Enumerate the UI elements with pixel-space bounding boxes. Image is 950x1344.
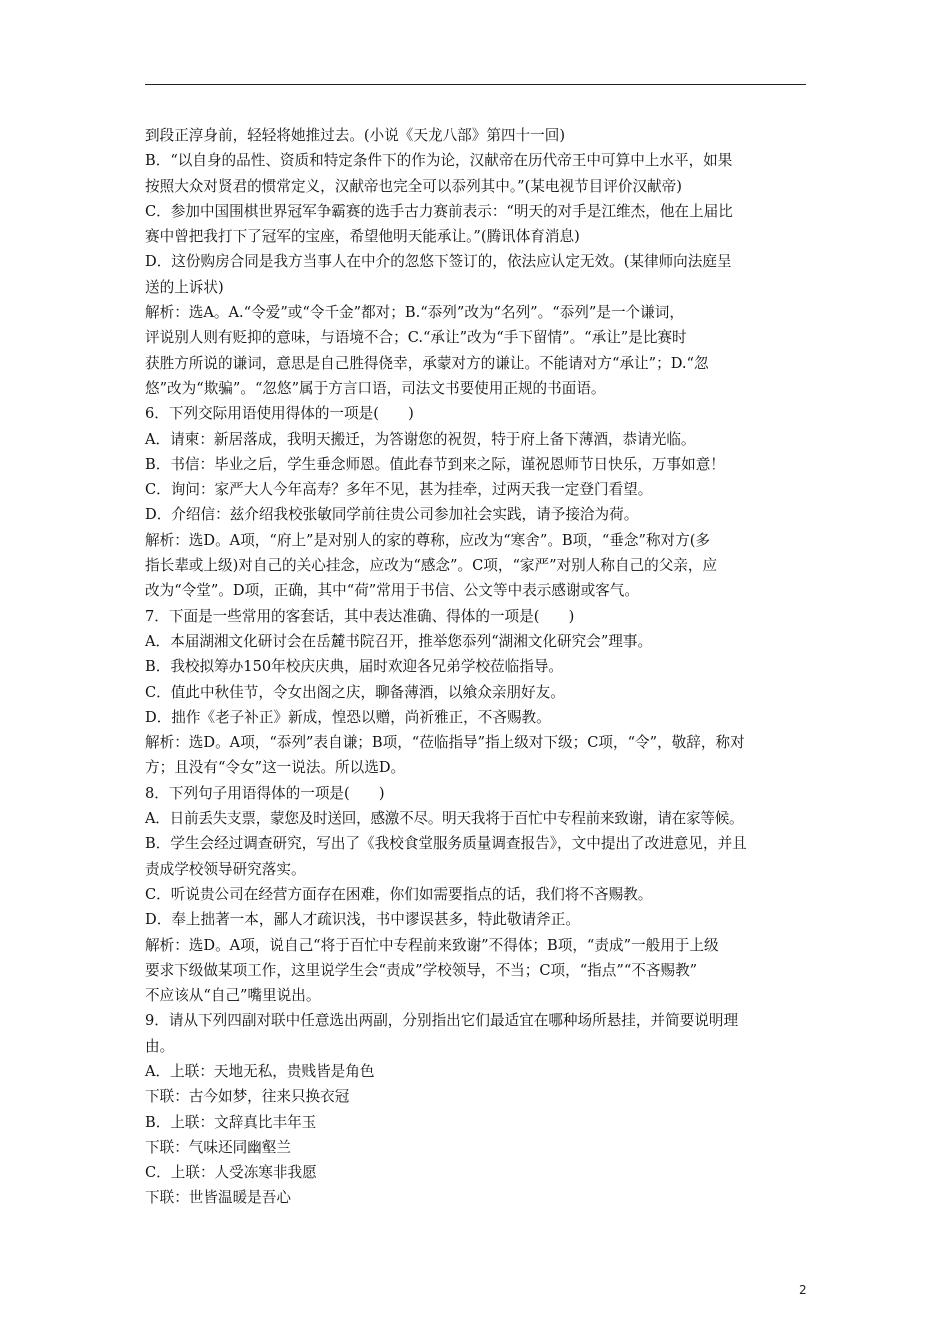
option-line: 责成学校领导研究落实。	[145, 860, 306, 878]
option-line: C．询问：家严大人今年高寿？多年不见，甚为挂牵，过两天我一定登门看望。	[145, 481, 653, 499]
header-rule	[145, 84, 806, 85]
text-line: 送的上诉状)	[145, 278, 224, 296]
option-line: A．本届湖湘文化研讨会在岳麓书院召开，推举您忝列“湖湘文化研究会”理事。	[145, 632, 653, 650]
text-line: 解析：选A。A.“令爱”或“令千金”都对；B.“忝列”改为“名列”。“忝列”是一个谦词，	[145, 304, 684, 322]
text-line: D．这份购房合同是我方当事人在中介的忽悠下签订的，依法应认定无效。(某律师向法庭呈	[145, 253, 732, 271]
option-line: D．奉上拙著一本，鄙人才疏识浅，书中谬误甚多，特此敬请斧正。	[145, 911, 580, 929]
text-line: 由。	[145, 1037, 175, 1055]
option-line: A．日前丢失支票，蒙您及时送回，感激不尽。明天我将于百忙中专程前来致谢，请在家等候。	[145, 810, 744, 828]
question-stem: 8．下列句子用语得体的一项是( )	[145, 784, 385, 802]
text-line: 解析：选D。A项，说自己“将于百忙中专程前来致谢”不得体；B项，“责成”一般用于上级	[145, 936, 719, 954]
couplet-line: C．上联：人受冻寒非我愿	[145, 1164, 317, 1182]
page-number: 2	[799, 1283, 807, 1297]
question-stem: 6．下列交际用语使用得体的一项是( )	[145, 405, 414, 423]
text-line: 获胜方所说的谦词，意思是自己胜得侥幸，承蒙对方的谦让。不能请对方“承让”；D.“忽	[145, 354, 709, 372]
text-line: B．“以自身的品性、资质和特定条件下的作为论，汉献帝在历代帝王中可算中上水平，如果	[145, 152, 733, 170]
option-line: A．请柬：新居落成，我明天搬迁，为答谢您的祝贺，特于府上备下薄酒，恭请光临。	[145, 430, 696, 448]
option-line: C．值此中秋佳节，令女出阁之庆，聊备薄酒，以飨众亲朋好友。	[145, 683, 565, 701]
document-body	[145, 123, 812, 1211]
text-line: 赛中曾把我打下了冠军的宝座，希望他明天能承让。”(腾讯体育消息)	[145, 228, 580, 246]
question-stem: 9．请从下列四副对联中任意选出两副，分别指出它们最适宜在哪种场所悬挂，并简要说明理	[145, 1012, 739, 1030]
option-line: D．介绍信：兹介绍我校张敏同学前往贵公司参加社会实践，请予接洽为荷。	[145, 506, 639, 524]
option-line: B．学生会经过调查研究，写出了《我校食堂服务质量调查报告》，文中提出了改进意见，并且	[145, 835, 747, 853]
text-line: 解析：选D。A项，“忝列”表自谦；B项，“莅临指导”指上级对下级；C项，“令”，敬辞，称对	[145, 734, 745, 752]
couplet-line: B．上联：文辞真比丰年玉	[145, 1113, 317, 1131]
couplet-line: 下联：气味还同幽壑兰	[145, 1138, 291, 1156]
text-line: 解析：选D。A项，“府上”是对别人的家的尊称，应改为“寒舍”。B项，“垂念”称对方(多	[145, 531, 711, 549]
text-line: 悠”改为“欺骗”。“忽悠”属于方言口语，司法文书要使用正规的书面语。	[145, 379, 606, 397]
text-line: 评说别人则有贬抑的意味，与语境不合；C.“承让”改为“手下留情”。“承让”是比赛时	[145, 329, 687, 347]
couplet-line: A．上联：天地无私，贵贱皆是角色	[145, 1062, 375, 1080]
option-line: B．书信：毕业之后，学生垂念师恩。值此春节到来之际，谨祝恩师节日快乐，万事如意！	[145, 455, 725, 473]
text-line: 不应该从“自己”嘴里说出。	[145, 987, 321, 1005]
text-line: C．参加中国围棋世界冠军争霸赛的选手古力赛前表示：“明天的对手是江维杰，他在上届比	[145, 202, 733, 220]
text-line: 到段正淳身前，轻轻将她推过去。(小说《天龙八部》第四十一回)	[145, 127, 566, 144]
option-line: C．听说贵公司在经营方面存在困难，你们如需要指点的话，我们将不吝赐教。	[145, 885, 653, 903]
option-line: B．我校拟筹办150年校庆庆典，届时欢迎各兄弟学校莅临指导。	[145, 658, 564, 676]
text-line: 指长辈或上级)对自己的关心挂念，应改为“感念”。C项，“家严”对别人称自己的父亲，应	[145, 557, 718, 575]
option-line: D．拙作《老子补正》新成，惶恐以赠，尚祈雅正，不吝赐教。	[145, 708, 551, 726]
text-line: 按照大众对贤君的惯常定义，汉献帝也完全可以忝列其中。”(某电视节目评价汉献帝)	[145, 177, 682, 195]
text-line: 改为“令堂”。D项，正确，其中“荷”常用于书信、公文等中表示感谢或客气。	[145, 582, 639, 600]
couplet-line: 下联：世皆温暖是吾心	[145, 1189, 291, 1207]
couplet-line: 下联：古今如梦，往来只换衣冠	[145, 1088, 350, 1106]
text-line: 方；且没有“令女”这一说法。所以选D。	[145, 759, 406, 777]
question-stem: 7．下面是一些常用的客套话，其中表达准确、得体的一项是( )	[145, 607, 575, 625]
text-line: 要求下级做某项工作，这里说学生会“责成”学校领导，不当；C项，“指点”“不吝赐教”	[145, 961, 698, 979]
